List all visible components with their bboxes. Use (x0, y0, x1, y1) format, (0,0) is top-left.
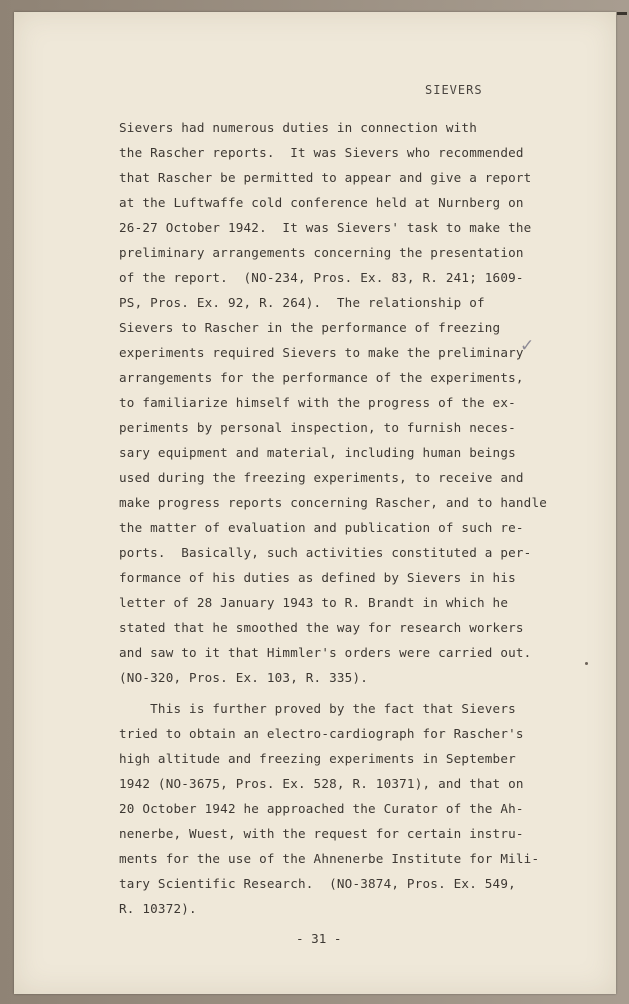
text-line: ments for the use of the Ahnenerbe Institute for Mili- (119, 851, 540, 866)
text-line: Sievers had numerous duties in connection with (119, 120, 477, 135)
paragraph-2 (119, 696, 549, 921)
paragraph-1 (119, 115, 549, 690)
text-line: make progress reports concerning Rascher, and to handle (119, 495, 548, 510)
text-line: and saw to it that Himmler's orders were carried out. (119, 645, 532, 660)
text-line: Sievers to Rascher in the performance of freezing (119, 320, 501, 335)
text-line: used during the freezing experiments, to receive and (119, 470, 524, 485)
text-line: the Rascher reports. It was Sievers who recommended (119, 145, 524, 160)
text-line: of the report. (NO-234, Pros. Ex. 83, R. 241; 1609- (119, 270, 524, 285)
scan-edge-mark (617, 12, 627, 15)
text-line: letter of 28 January 1943 to R. Brandt in which he (119, 595, 509, 610)
text-line: formance of his duties as defined by Sievers in his (119, 570, 516, 585)
text-line: high altitude and freezing experiments in September (119, 751, 516, 766)
text-line: tried to obtain an electro-cardiograph for Rascher's (119, 726, 524, 741)
text-line: 20 October 1942 he approached the Curator of the Ah- (119, 801, 524, 816)
text-line: to familiarize himself with the progress of the ex- (119, 395, 516, 410)
text-line: at the Luftwaffe cold conference held at Nurnberg on (119, 195, 524, 210)
text-line: ports. Basically, such activities constituted a per- (119, 545, 532, 560)
page-number: - 31 - (296, 931, 342, 946)
text-line: tary Scientific Research. (NO-3874, Pros. Ex. 549, (119, 876, 516, 891)
text-line: (NO-320, Pros. Ex. 103, R. 335). (119, 670, 369, 685)
text-line: sary equipment and material, including human beings (119, 445, 516, 460)
checkmark-annotation: ✓ (520, 336, 535, 356)
text-line: preliminary arrangements concerning the presentation (119, 245, 524, 260)
text-line: experiments required Sievers to make the preliminary (119, 345, 524, 360)
text-line: nenerbe, Wuest, with the request for certain instru- (119, 826, 524, 841)
text-line: stated that he smoothed the way for research workers (119, 620, 524, 635)
text-line: R. 10372). (119, 901, 197, 916)
text-line: the matter of evaluation and publication of such re- (119, 520, 524, 535)
text-line: PS, Pros. Ex. 92, R. 264). The relationship of (119, 295, 485, 310)
text-line: 1942 (NO-3675, Pros. Ex. 528, R. 10371), and that on (119, 776, 524, 791)
document-body (119, 115, 549, 921)
margin-dot (585, 662, 588, 665)
text-line: that Rascher be permitted to appear and give a report (119, 170, 532, 185)
page-header: SIEVERS (425, 83, 483, 97)
text-line: This is further proved by the fact that Sievers (119, 701, 516, 716)
text-line: arrangements for the performance of the experiments, (119, 370, 524, 385)
text-line: periments by personal inspection, to furnish neces- (119, 420, 516, 435)
text-line: 26-27 October 1942. It was Sievers' task to make the (119, 220, 532, 235)
